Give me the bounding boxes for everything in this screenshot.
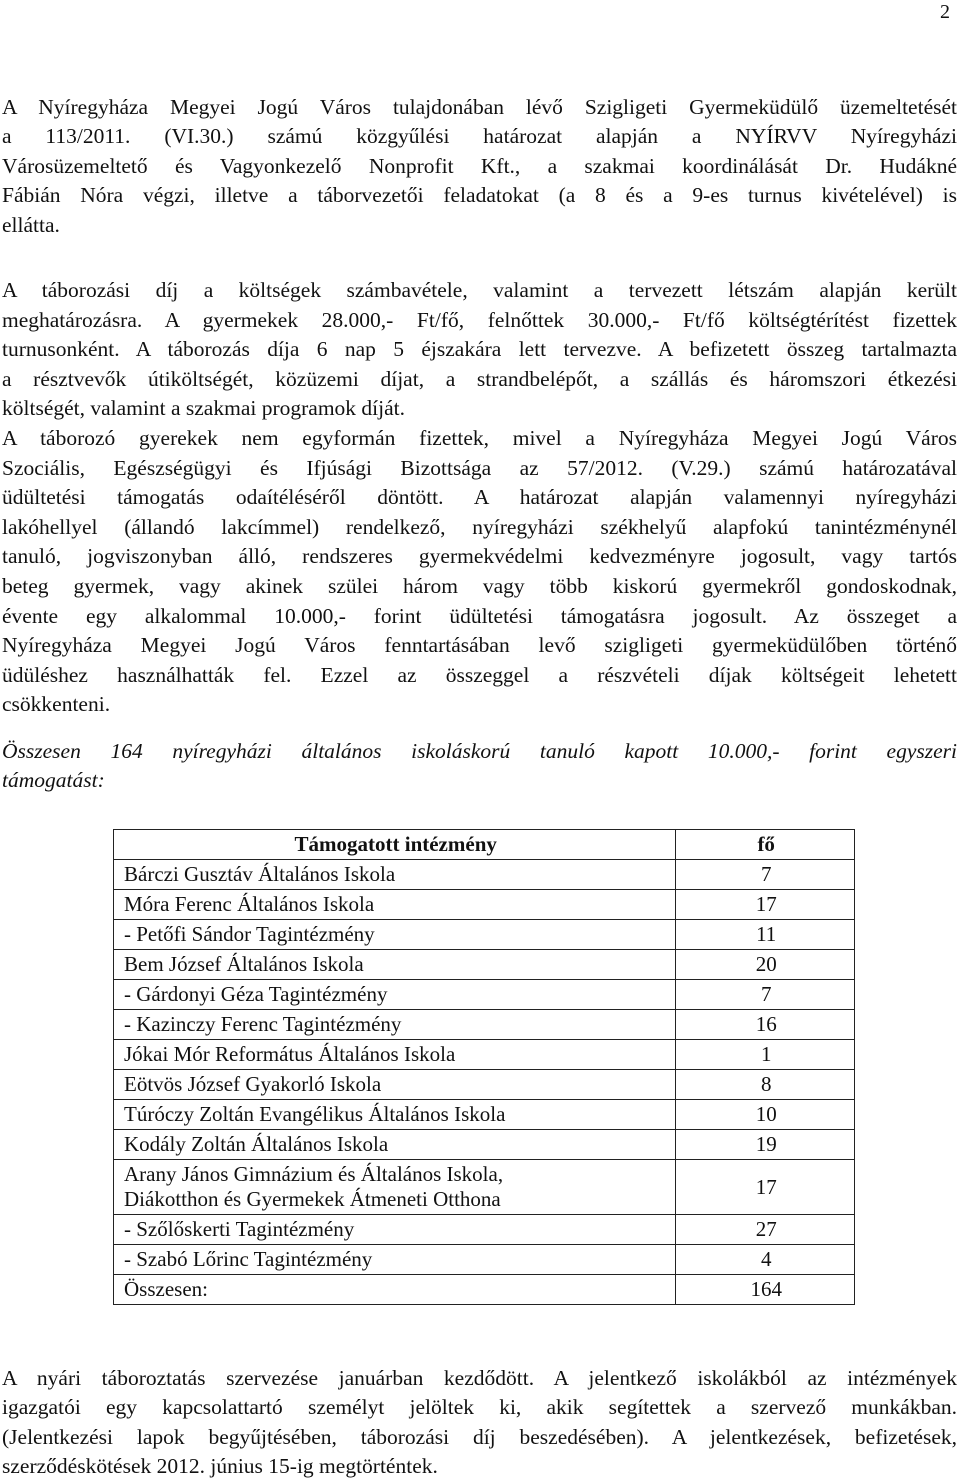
summary-italic <box>2 737 957 796</box>
text-line: A Nyíregyháza Megyei Jogú Város tulajdonában lévő Szigligeti Gyermeküdülő üzemeltetését <box>2 95 957 119</box>
paragraph-operation <box>2 93 957 240</box>
table-row <box>114 1215 855 1245</box>
institution-count: 19 <box>676 1130 855 1160</box>
text-line: évente egy alkalommal 10.000,- forint üdültetési támogatásra jogosult. Az összeget a <box>2 603 957 628</box>
institution-count: 20 <box>676 950 855 980</box>
header-count: fő <box>676 830 855 860</box>
institution-name <box>114 1160 676 1215</box>
table-header-row <box>114 830 855 860</box>
text-line: csökkenteni. <box>2 692 111 717</box>
institution-count: 8 <box>676 1070 855 1100</box>
institution-count: 7 <box>676 860 855 890</box>
institution-name: - Szabó Lőrinc Tagintézmény <box>114 1245 676 1275</box>
text-line: igazgatói egy kapcsolattartó személyt jelöltek ki, akik segítettek a szervező munkákban. <box>2 1395 957 1420</box>
institution-count: 17 <box>676 890 855 920</box>
institution-name: Eötvös József Gyakorló Iskola <box>114 1070 676 1100</box>
paragraph-organization <box>2 1364 957 1482</box>
text-line: költségét, valamint a szakmai programok díját. <box>2 396 406 421</box>
text-line: A táborozási díj a költségek számbavétele, valamint a tervezett létszám alapján került <box>2 278 957 302</box>
page-number: 2 <box>940 1 950 23</box>
text-line: turnusonként. A táborozás díja 6 nap 5 éjszakára lett tervezve. A befizetett összeg tartalmazta <box>2 337 957 362</box>
institution-name: Kodály Zoltán Általános Iskola <box>114 1130 676 1160</box>
text-line: lakóhellyel (állandó lakcímmel) rendelkező, nyíregyházi székhelyű alapfokú tanintézménynél <box>2 514 957 539</box>
supported-institutions-table <box>113 829 855 1305</box>
table-row <box>114 1245 855 1275</box>
institution-name-line: Arany János Gimnázium és Általános Iskola, <box>124 1162 504 1186</box>
text-line: szerződéskötések 2012. június 15-ig megtörténtek. <box>2 1454 438 1479</box>
text-line: A nyári táboroztatás szervezése januárban kezdődött. A jelentkező iskolákból az intézmények <box>2 1366 957 1390</box>
institution-name: - Kazinczy Ferenc Tagintézmény <box>114 1010 676 1040</box>
institution-name: Bárczi Gusztáv Általános Iskola <box>114 860 676 890</box>
table-row <box>114 980 855 1010</box>
text-line: támogatást: <box>2 768 105 793</box>
institution-name: Móra Ferenc Általános Iskola <box>114 890 676 920</box>
institution-name: - Gárdonyi Géza Tagintézmény <box>114 980 676 1010</box>
table-row <box>114 920 855 950</box>
text-line: üdültetési támogatás odaítéléséről döntött. A határozat alapján valamennyi nyíregyházi <box>2 485 957 510</box>
institution-count: 17 <box>676 1160 855 1215</box>
institution-count: 27 <box>676 1215 855 1245</box>
text-line: a 113/2011. (VI.30.) számú közgyűlési határozat alapján a NYÍRVV Nyíregyházi <box>2 124 957 149</box>
institution-count: 7 <box>676 980 855 1010</box>
text-line: Összesen 164 nyíregyházi általános iskoláskorú tanuló kapott 10.000,- forint egyszeri <box>2 739 957 763</box>
table-row <box>114 1160 855 1215</box>
table-row <box>114 860 855 890</box>
institution-name: - Petőfi Sándor Tagintézmény <box>114 920 676 950</box>
total-count: 164 <box>676 1275 855 1305</box>
table-row <box>114 1100 855 1130</box>
table-row <box>114 890 855 920</box>
table-row <box>114 1130 855 1160</box>
table-row <box>114 1040 855 1070</box>
paragraph-fees <box>2 276 957 720</box>
text-line: beteg gyermek, vagy akinek szülei három vagy több kiskorú gyermekről gondoskodnak, <box>2 573 957 598</box>
text-line: üdüléshez használhatták fel. Ezzel az összeggel a részvételi díjak költségeit lehetett <box>2 662 957 687</box>
institution-name: Bem József Általános Iskola <box>114 950 676 980</box>
table-row <box>114 1070 855 1100</box>
text-line: A táborozó gyerekek nem egyformán fizettek, mivel a Nyíregyháza Megyei Jogú Város <box>2 425 957 450</box>
text-line: Nyíregyháza Megyei Jogú Város fenntartásában levő szigligeti gyermeküdülőben történő <box>2 633 957 658</box>
total-label: Összesen: <box>114 1275 676 1305</box>
text-line: tanuló, jogviszonyban álló, rendszeres gyermekvédelmi kedvezményre jogosult, vagy tartós <box>2 544 957 569</box>
institution-name: - Szőlőskerti Tagintézmény <box>114 1215 676 1245</box>
institution-count: 16 <box>676 1010 855 1040</box>
institution-count: 1 <box>676 1040 855 1070</box>
text-line: ellátta. <box>2 212 60 237</box>
institution-count: 10 <box>676 1100 855 1130</box>
institution-name: Túróczy Zoltán Evangélikus Általános Iskola <box>114 1100 676 1130</box>
institution-name-line: Diákotthon és Gyermekek Átmeneti Otthona <box>124 1187 501 1211</box>
table-total-row <box>114 1275 855 1305</box>
header-institution: Támogatott intézmény <box>114 830 676 860</box>
institution-name: Jókai Mór Református Általános Iskola <box>114 1040 676 1070</box>
text-line: Városüzemeltető és Vagyonkezelő Nonprofit Kft., a szakmai koordinálását Dr. Hudákné <box>2 153 957 178</box>
text-line: Szociális, Egészségügyi és Ifjúsági Bizottsága az 57/2012. (V.29.) számú határozatával <box>2 455 957 480</box>
text-line: (Jelentkezési lapok begyűjtésében, táborozási díj beszedésében). A jelentkezések, befizetések, <box>2 1424 957 1449</box>
institution-count: 4 <box>676 1245 855 1275</box>
table-row <box>114 950 855 980</box>
institution-count: 11 <box>676 920 855 950</box>
table-row <box>114 1010 855 1040</box>
text-line: meghatározásra. A gyermekek 28.000,- Ft/fő, felnőttek 30.000,- Ft/fő költségtérítést fizettek <box>2 307 957 332</box>
text-line: Fábián Nóra végzi, illetve a táborvezetői feladatokat (a 8 és a 9-es turnus kivételével) is <box>2 183 957 208</box>
text-line: a résztvevők útiköltségét, közüzemi díjat, a strandbelépőt, a szállás és háromszori étkezési <box>2 366 957 391</box>
